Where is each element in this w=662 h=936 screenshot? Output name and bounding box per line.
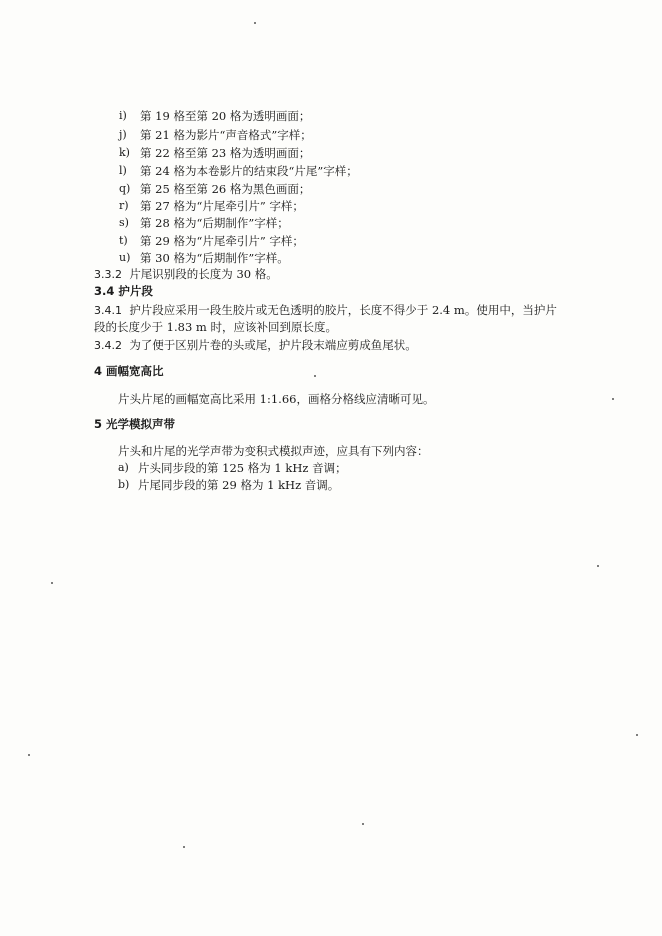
list-marker: k) xyxy=(119,146,130,159)
section-5-paragraph: 片头和片尾的光学声带为变积式模拟声迹，应具有下列内容： xyxy=(118,444,429,458)
list-item: 第 27 格为“片尾牵引片” 字样； xyxy=(140,199,304,213)
list-item: 第 22 格至第 23 格为透明画面； xyxy=(140,146,311,160)
list-marker: u) xyxy=(119,251,131,264)
clause-number: 3.4.2 xyxy=(94,339,122,352)
list-marker: i) xyxy=(119,109,127,122)
list-marker: j) xyxy=(119,128,127,141)
list-item: 第 28 格为“后期制作”字样； xyxy=(140,216,289,230)
section-heading-5: 5 光学模拟声带 xyxy=(94,417,176,431)
list-item: 片尾同步段的第 29 格为 1 kHz 音调。 xyxy=(138,478,340,492)
scan-speck xyxy=(183,846,185,848)
clause-number: 3.4.1 xyxy=(94,304,122,317)
clause-3-3-2 xyxy=(94,266,278,283)
clause-number: 3.3.2 xyxy=(94,268,122,281)
section-4-paragraph: 片头片尾的画幅宽高比采用 1:1.66，画格分格线应清晰可见。 xyxy=(118,392,435,406)
clause-text: 护片段应采用一段生胶片或无色透明的胶片，长度不得少于 2.4 m。使用中，当护片 xyxy=(129,303,557,317)
list-marker: a) xyxy=(118,461,129,474)
clause-text: 片尾识别段的长度为 30 格。 xyxy=(129,267,278,281)
scan-speck xyxy=(28,754,30,756)
list-marker: s) xyxy=(119,216,129,229)
list-marker: q) xyxy=(119,182,131,195)
list-marker: t) xyxy=(119,234,128,247)
list-item: 第 30 格为“后期制作”字样。 xyxy=(140,251,289,265)
scan-speck xyxy=(254,22,256,24)
scan-speck xyxy=(314,375,316,377)
clause-3-4-2 xyxy=(94,337,417,354)
list-marker: l) xyxy=(119,164,127,177)
list-item: 片头同步段的第 125 格为 1 kHz 音调； xyxy=(138,461,347,475)
list-item: 第 19 格至第 20 格为透明画面； xyxy=(140,109,311,123)
list-item: 第 29 格为“片尾牵引片” 字样； xyxy=(140,234,304,248)
scan-speck xyxy=(612,398,614,400)
list-marker: b) xyxy=(118,478,130,491)
list-marker: r) xyxy=(119,199,129,212)
list-item: 第 21 格为影片“声音格式”字样； xyxy=(140,128,312,142)
clause-3-4-1-line2: 段的长度少于 1.83 m 时，应该补回到原长度。 xyxy=(94,320,337,334)
section-heading-4: 4 画幅宽高比 xyxy=(94,364,164,378)
clause-text: 为了便于区别片卷的头或尾，护片段末端应剪成鱼尾状。 xyxy=(129,338,417,352)
scan-speck xyxy=(597,565,599,567)
list-item: 第 24 格为本卷影片的结束段“片尾”字样； xyxy=(140,164,358,178)
scan-speck xyxy=(362,823,364,825)
scan-speck xyxy=(636,734,638,736)
section-heading-3-4: 3.4 护片段 xyxy=(94,284,153,298)
list-item: 第 25 格至第 26 格为黑色画面； xyxy=(140,182,311,196)
clause-3-4-1-line1 xyxy=(94,302,557,319)
scan-speck xyxy=(51,582,53,584)
